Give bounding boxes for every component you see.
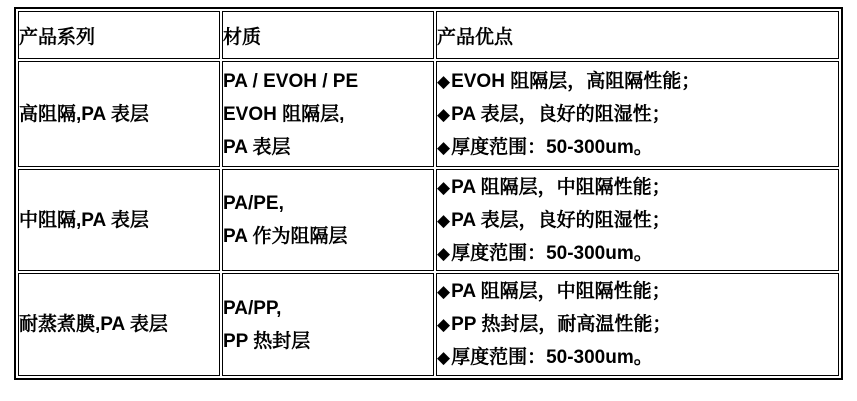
- material-cell: [222, 61, 434, 167]
- advantage-text: 厚度范围：50-300um。: [451, 136, 653, 158]
- advantages-cell: [436, 169, 839, 271]
- diamond-bullet-icon: ◆: [437, 282, 451, 301]
- column-header-advantages: 产品优点: [436, 11, 839, 59]
- advantage-text: PA 阻隔层，中阻隔性能；: [451, 281, 671, 302]
- advantage-text: PA 表层，良好的阻湿性；: [451, 209, 671, 231]
- diamond-bullet-icon: ◆: [437, 137, 451, 157]
- diamond-bullet-icon: ◆: [437, 177, 451, 197]
- column-header-material: 材质: [222, 11, 434, 59]
- series-label: 中阻隔,PA 表层: [19, 209, 149, 231]
- advantage-item: [437, 341, 838, 374]
- series-label: 高阻隔,PA 表层: [19, 103, 149, 125]
- advantage-item: [437, 65, 838, 98]
- series-cell: [18, 61, 220, 167]
- diamond-bullet-icon: ◆: [437, 104, 451, 124]
- material-line: PA/PP,: [223, 297, 282, 319]
- material-line: PA / EVOH / PE: [223, 70, 359, 92]
- advantage-text: PP 热封层，耐高温性能；: [451, 314, 672, 335]
- advantage-item: [437, 237, 838, 270]
- table-row: [18, 61, 839, 167]
- advantage-item: [437, 275, 838, 308]
- diamond-bullet-icon: ◆: [437, 315, 451, 334]
- advantage-item: [437, 98, 838, 131]
- series-label: 耐蒸煮膜,PA 表层: [19, 314, 168, 335]
- material-line: PA/PE,: [223, 193, 284, 214]
- advantage-text: 厚度范围：50-300um。: [451, 242, 653, 264]
- material-cell: [222, 273, 434, 376]
- advantage-text: EVOH 阻隔层，高阻隔性能；: [451, 70, 701, 92]
- advantage-item: [437, 171, 838, 204]
- table-row: [18, 169, 839, 271]
- table-row: [18, 273, 839, 376]
- advantage-text: PA 阻隔层，中阻隔性能；: [451, 176, 671, 198]
- diamond-bullet-icon: ◆: [437, 348, 451, 367]
- material-line: EVOH 阻隔层,: [223, 103, 345, 125]
- diamond-bullet-icon: ◆: [437, 71, 451, 91]
- header-row: [18, 11, 839, 59]
- material-cell: [222, 169, 434, 271]
- column-header-product-series: 产品系列: [18, 11, 220, 59]
- advantages-cell: [436, 61, 839, 167]
- advantage-text: PA 表层，良好的阻湿性；: [451, 103, 671, 125]
- diamond-bullet-icon: ◆: [437, 210, 451, 230]
- advantage-item: [437, 308, 838, 341]
- series-cell: [18, 273, 220, 376]
- material-line: PA 表层: [223, 136, 291, 158]
- diamond-bullet-icon: ◆: [437, 243, 451, 263]
- advantage-item: [437, 131, 838, 164]
- product-spec-table: [14, 7, 843, 380]
- series-cell: [18, 169, 220, 271]
- material-line: PA 作为阻隔层: [223, 226, 348, 247]
- advantages-cell: [436, 273, 839, 376]
- material-line: PP 热封层: [223, 330, 311, 352]
- advantage-item: [437, 204, 838, 237]
- advantage-text: 厚度范围：50-300um。: [451, 347, 653, 368]
